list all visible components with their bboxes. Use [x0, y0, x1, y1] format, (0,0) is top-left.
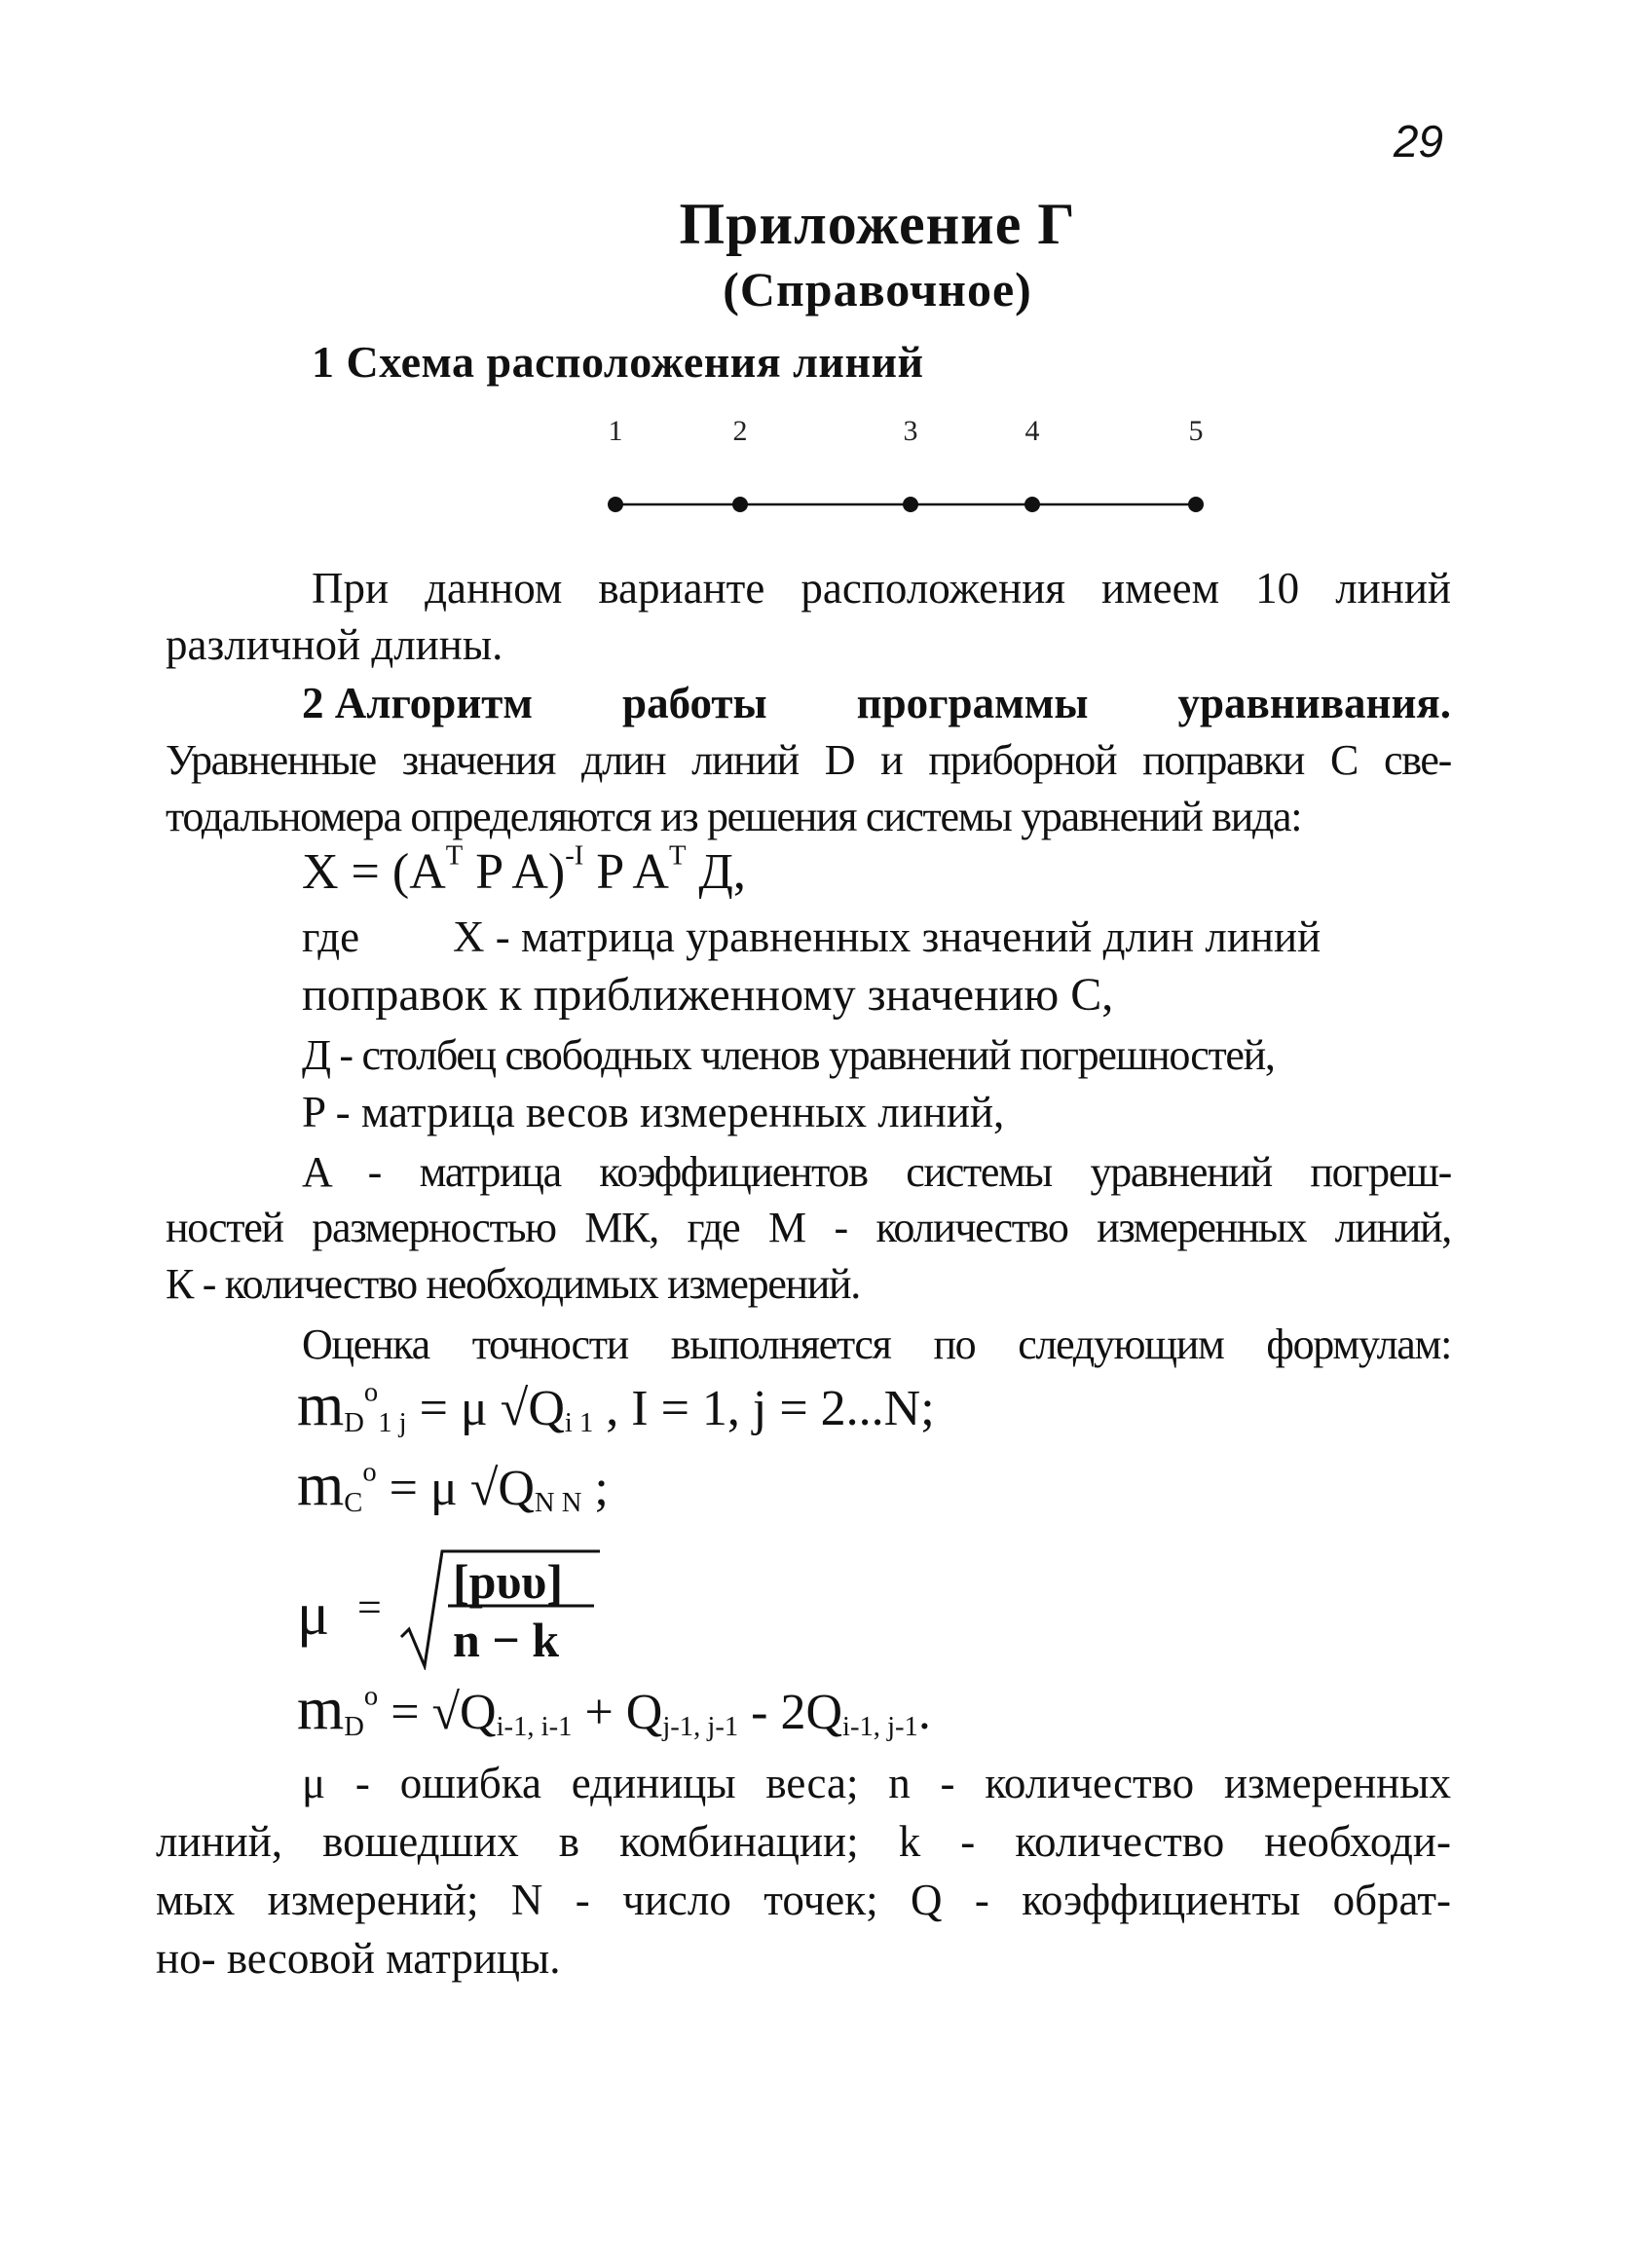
page-number: 29 [1393, 116, 1443, 167]
appendix-subtitle: (Справочное) [723, 262, 1032, 316]
scheme-diagram [604, 409, 1208, 516]
scheme-point-2 [732, 497, 748, 512]
formula-md-ij: $m_D^o_{1 j} = \mu$ $√Q_{i 1}$ , I = 1, j = 2...N; [297, 1372, 935, 1439]
definition-a-line-2: ностей размерностью МК, где М - количество измеренных линий, [166, 1204, 1451, 1251]
where-line-2: поправок к приближенному значению С, [302, 969, 1114, 1021]
definition-d: Д - столбец свободных членов уравнений погрешностей, [302, 1031, 1275, 1079]
where-word: где [302, 912, 360, 961]
section-2-line-2: тодальномера определяются из решения системы уравнений вида: [166, 793, 1302, 840]
scheme-point-label-1: 1 [608, 415, 623, 447]
formula-mc: $m_C^o = \mu$ $√Q_{N N}$ ; [297, 1452, 609, 1519]
section-1-text-line-1: При данном варианте расположения имеем 10 линий [312, 564, 1451, 613]
section-2-title-part-3: программы [856, 679, 1089, 727]
line-arrangement-scheme [604, 409, 1208, 516]
fraction-numerator: [pυυ] [453, 1554, 564, 1609]
scheme-point-5 [1188, 497, 1204, 512]
definition-a-line-1: A - матрица коэффициентов системы уравнений погреш- [302, 1148, 1451, 1196]
legend-line-4: но- весовой матрицы. [156, 1934, 561, 1983]
legend-line-3: мых измерений; N - число точек; Q - коэффициенты обрат- [156, 1876, 1451, 1924]
mu-symbol: μ [297, 1581, 330, 1648]
legend-line-2: линий, вошедших в комбинации; k - количество необходи- [156, 1817, 1451, 1866]
section-1-text-line-2: различной длины. [166, 620, 503, 669]
formula-mu [297, 1543, 609, 1670]
section-1-title: 1 Схема расположения линий [312, 337, 924, 387]
scheme-point-3 [903, 497, 918, 512]
section-2-title [302, 675, 1451, 731]
definition-p: P - матрица весов измеренных линий, [302, 1088, 1005, 1136]
definition-a-line-3: К - количество необходимых измерений. [166, 1260, 860, 1308]
appendix-title: Приложение Г [679, 192, 1076, 256]
formula-md: $m_D^o = √Q_{i-1, i-1} + Q_{j-1, j-1} - 2Q_{i-1, j-1}$. [297, 1676, 931, 1743]
fraction-denominator: n − k [453, 1613, 560, 1667]
where-line-1: X - матрица уравненных значений длин линий [453, 912, 1322, 961]
scheme-point-label-3: 3 [903, 415, 918, 447]
scheme-point-1 [608, 497, 623, 512]
scheme-point-label-5: 5 [1188, 415, 1204, 447]
scheme-point-label-2: 2 [732, 415, 748, 447]
section-2-title-part-4: уравнивания. [1177, 679, 1451, 727]
legend-line-1: μ - ошибка единицы веса; n - количество измеренных [302, 1759, 1451, 1807]
section-2-title-part-1: 2 Алгоритм [302, 679, 534, 727]
scheme-point-4 [1024, 497, 1040, 512]
equals-sign: = [357, 1583, 382, 1631]
formula-x: $X = (A^T$ P A)$^{-I}$ P $A^T$ Д, [302, 840, 746, 900]
section-2-line-1: Уравненные значения длин линий D и приборной поправки С све- [166, 736, 1451, 784]
accuracy-intro: Оценка точности выполняется по следующим формулам: [302, 1320, 1451, 1368]
scheme-point-label-4: 4 [1024, 415, 1040, 447]
section-2-title-part-2: работы [622, 679, 767, 727]
